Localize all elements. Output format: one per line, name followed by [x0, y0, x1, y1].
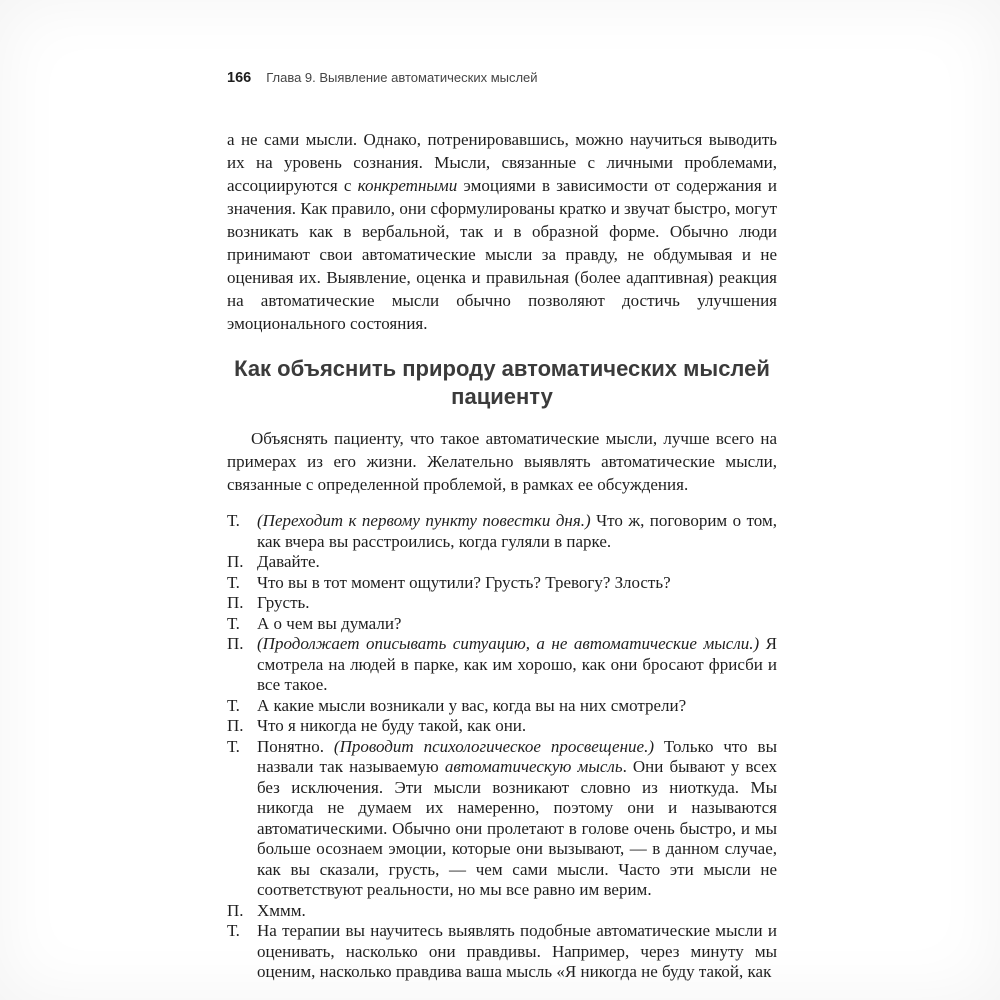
speaker-label: Т. — [227, 511, 240, 530]
turn-text — [257, 573, 671, 592]
italic-text: автоматическую мысль — [444, 757, 623, 776]
dialogue-turn — [227, 634, 777, 696]
speaker-label: П. — [227, 593, 244, 612]
turn-text — [257, 716, 526, 735]
dialogue-turn — [227, 614, 777, 635]
plain-text: На терапии вы научитесь выявлять подобные автоматические мысли и оценивать, насколько они правдивы. Например, через минуту мы оценим, насколько правдива ваша мысль «Я никогда не буду такой, как — [257, 921, 777, 981]
plain-text: А о чем вы думали? — [257, 613, 402, 633]
speaker-label: П. — [227, 634, 244, 653]
dialogue-turn — [227, 511, 777, 552]
italic-text: (Переходит к первому пункту повестки дня.) — [257, 511, 591, 530]
dialogue-turn — [227, 552, 777, 573]
plain-text: Я смотрела на людей в парке, как им хорошо, как они бросают фрисби и все такое. — [257, 634, 778, 694]
plain-text: Хммм. — [257, 900, 306, 920]
speaker-label: Т. — [227, 921, 240, 940]
dialogue-turn — [227, 921, 777, 983]
running-header — [227, 70, 777, 86]
plain-text: Давайте. — [257, 552, 320, 571]
turn-text — [257, 511, 777, 551]
plain-text: эмоциями в зависимости от содержания и значения. Как правило, они сформулированы кратко и звучат быстро, могут возникать как в вербальной, так и в образной форме. Обычно люди принимают свои автоматические мысли за правду, не обдумывая и не оценивая их. Выявление, оценка и правильная (более адаптивная) реакция на автоматические мысли обычно позволяют достичь улучшения эмоционального состояния. — [227, 176, 777, 333]
dialogue-turn — [227, 696, 777, 717]
speaker-label: П. — [227, 900, 244, 920]
dialogue-turn — [227, 737, 777, 901]
dialogue-list — [227, 511, 777, 983]
plain-text: . Они бывают у всех без исключения. Эти мысли возникают словно из ниоткуда. Мы никогда не думаем их намеренно, поэтому они и называются автоматическими. Обычно они пролетают в голове очень быстро, и мы больше осознаем эмоции, которые они вызывают, — в данном случае, как вы сказали, грусть, — чем сами мысли. Часто эти мысли не соответствуют реальности, но мы все равно им верим. — [257, 757, 777, 899]
speaker-label: Т. — [227, 572, 240, 592]
plain-text: Что я никогда не буду такой, как они. — [257, 716, 527, 735]
turn-text — [257, 921, 777, 981]
lead-paragraph: Объяснять пациенту, что такое автоматические мысли, лучше всего на примерах из его жизни. Желательно выявлять автоматические мысли, связанные с определенной проблемой, в рамках ее обсуждения. — [227, 429, 777, 494]
chapter-title: Глава 9. Выявление автоматических мыслей — [266, 70, 538, 85]
turn-text — [257, 737, 777, 900]
book-page — [227, 70, 777, 983]
dialogue-turn — [227, 901, 777, 922]
turn-text — [257, 552, 320, 571]
speaker-label: П. — [227, 552, 244, 571]
dialogue-turn — [227, 573, 777, 594]
turn-text — [257, 593, 310, 612]
intro-paragraph — [227, 128, 777, 335]
plain-text: Грусть. — [257, 593, 310, 612]
speaker-label: П. — [227, 716, 244, 735]
italic-text: конкретными — [357, 176, 458, 195]
plain-text: Только что вы назвали так называемую — [257, 736, 777, 776]
plain-text: Что ж, поговорим о том, как вчера вы расстроились, когда гуляли в парке. — [257, 511, 777, 551]
turn-text — [257, 696, 686, 715]
speaker-label: Т. — [227, 695, 240, 715]
plain-text: а не сами мысли. Однако, потренировавшись, можно научиться выводить их на уровень сознания. Мысли, связанные с личными проблемами, ассоциируются с — [227, 130, 777, 195]
speaker-label: Т. — [227, 613, 240, 633]
plain-text: А какие мысли возникали у вас, когда вы на них смотрели? — [257, 695, 687, 715]
plain-text: Что вы в тот момент ощутили? Грусть? Тревогу? Злость? — [257, 572, 671, 592]
page-number: 166 — [227, 70, 252, 86]
turn-text — [257, 634, 777, 694]
turn-text — [257, 901, 306, 920]
turn-text — [257, 614, 401, 633]
section-heading: Как объяснить природу автоматических мыслей пациенту — [234, 356, 770, 409]
italic-text: (Продолжает описывать ситуацию, а не автоматические мысли.) — [257, 634, 760, 653]
plain-text: Понятно. — [257, 736, 334, 756]
dialogue-turn — [227, 716, 777, 737]
speaker-label: Т. — [227, 736, 240, 756]
italic-text: (Проводит психологическое просвещение.) — [333, 736, 654, 756]
dialogue-turn — [227, 593, 777, 614]
